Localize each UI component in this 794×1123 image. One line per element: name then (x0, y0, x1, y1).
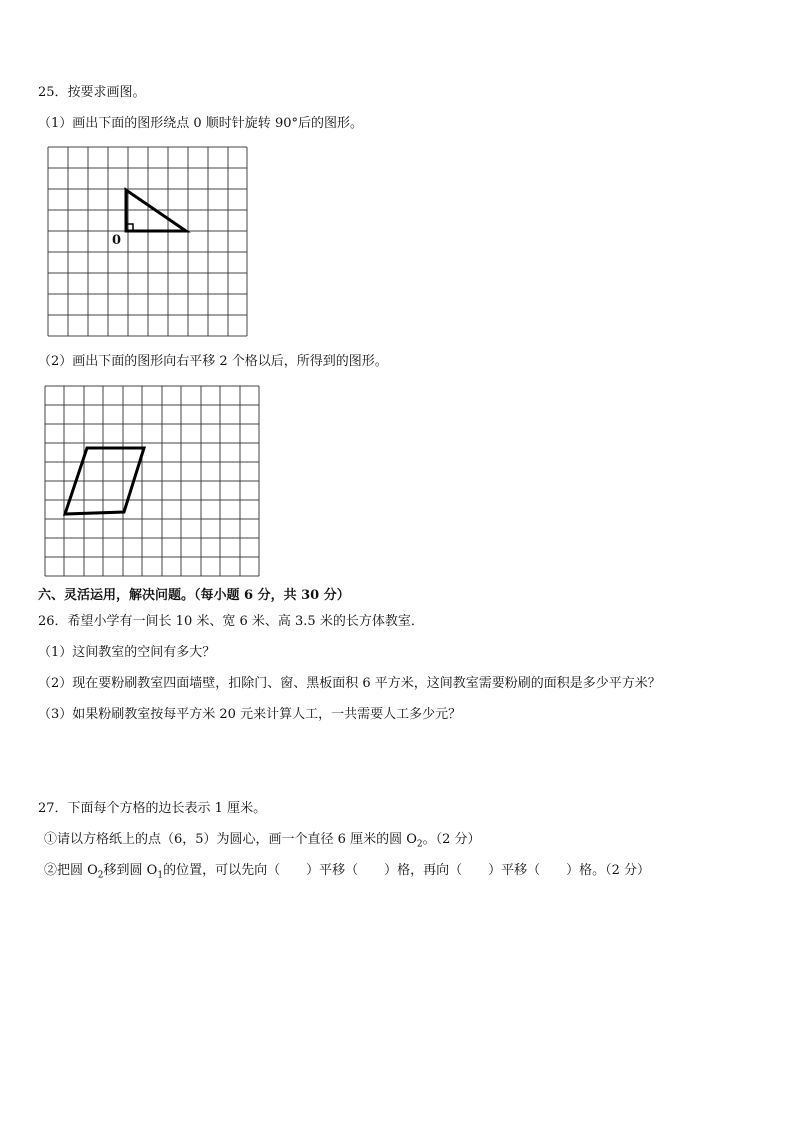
q27-title: 27．下面每个方格的边长表示 1 厘米。 (38, 801, 267, 816)
q27-item2-text-c: 的位置，可以先向（ ）平移（ ）格，再向（ ）平移（ ）格。（2 分） (163, 863, 650, 878)
rotation-grid (44, 144, 250, 340)
q27-item1-subscript: 2 (416, 839, 423, 850)
q25-title: 25．按要求画图。 (38, 85, 146, 100)
q27-item2 (44, 862, 650, 885)
q27-item2-subscript-1: 2 (97, 870, 104, 881)
q25-part1: （1）画出下面的图形绕点 0 顺时针旋转 90°后的图形。 (38, 116, 363, 131)
q26-part3: （3）如果粉刷教室按每平方米 20 元来计算人工，一共需要人工多少元？ (38, 707, 462, 722)
grid-lines (48, 147, 247, 336)
q27-item1 (44, 831, 481, 854)
translation-grid (42, 382, 262, 580)
section6-heading: 六、灵活运用，解决问题。（每小题 6 分，共 30 分） (38, 588, 350, 603)
q26-title: 26．希望小学有一间长 10 米、宽 6 米、高 3.5 米的长方体教室． (38, 614, 424, 629)
q27-item1-points: 。（2 分） (422, 832, 481, 847)
q26-part1: （1）这间教室的空间有多大？ (38, 645, 216, 660)
q25-part2: （2）画出下面的图形向右平移 2 个格以后，所得到的图形。 (38, 354, 388, 369)
q27-item2-subscript-2: 1 (157, 870, 164, 881)
q26-part2: （2）现在要粉刷教室四面墙壁，扣除门、窗、黑板面积 6 平方米，这间教室需要粉刷的面积是多少平方米？ (38, 676, 661, 691)
q27-item1-text: ①请以方格纸上的点（6，5）为圆心，画一个直径 6 厘米的圆 O (44, 832, 417, 847)
q27-item2-text-a: ②把圆 O (44, 863, 98, 878)
q27-item2-text-b: 移到圆 O (103, 863, 158, 878)
rotation-point-label: 0 (112, 233, 122, 248)
